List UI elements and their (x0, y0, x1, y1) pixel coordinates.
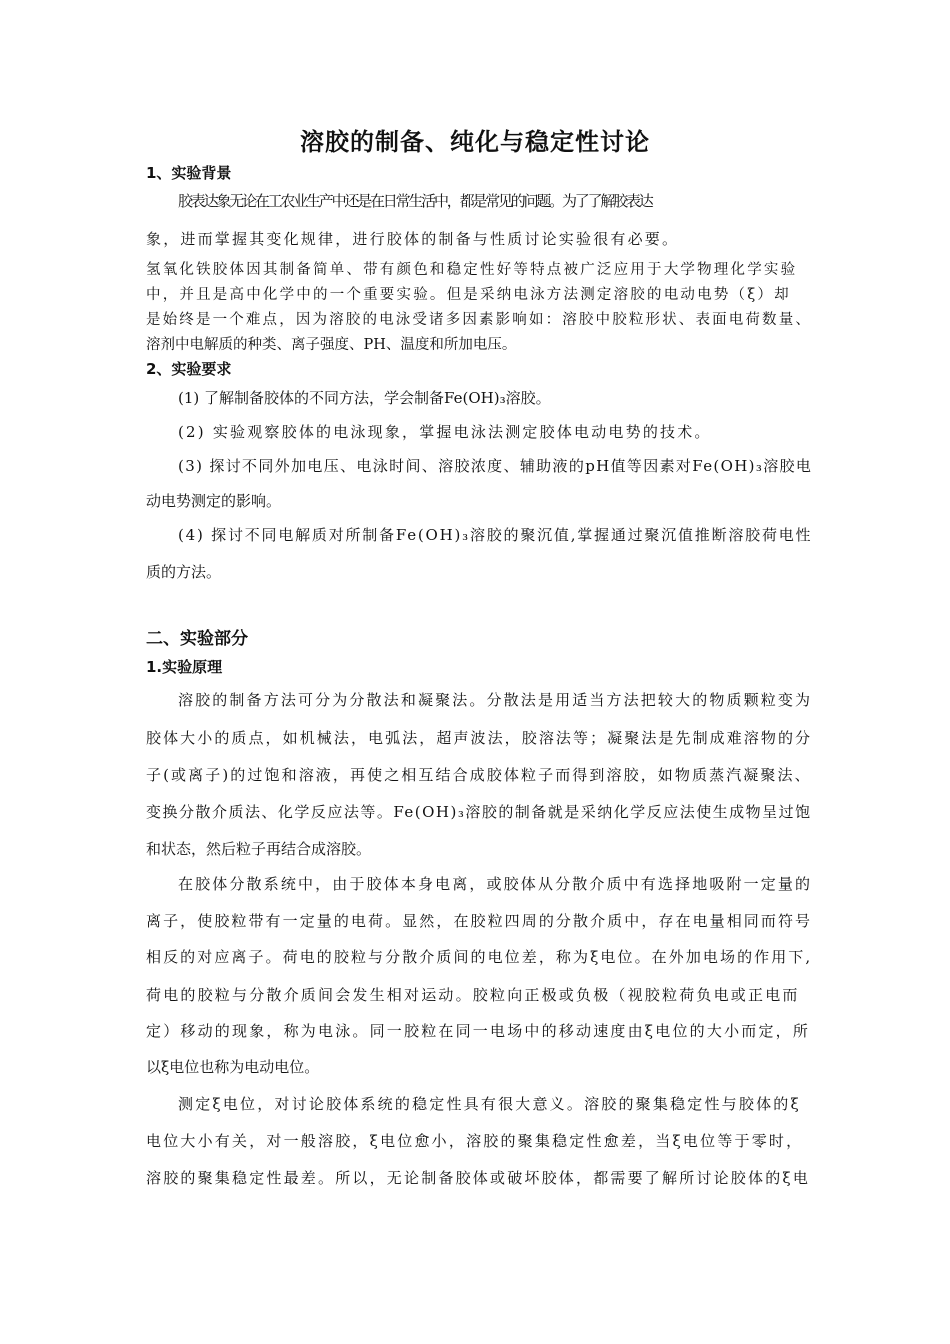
paragraph-line: 相反的对应离子。荷电的胶粒与分散介质间的电位差，称为ξ电位。在外加电场的作用下, (146, 948, 813, 966)
paragraph-line: 电位大小有关，对一般溶胶，ξ电位愈小，溶胶的聚集稳定性愈差，当ξ电位等于零时， (146, 1132, 804, 1150)
requirement-item: (3) 探讨不同外加电压、电泳时间、溶胶浓度、辅助液的pH值等因素对Fe(OH)₃溶胶电 (178, 457, 813, 475)
paragraph-line: 以ξ电位也称为电动电位。 (146, 1058, 320, 1076)
requirement-item-continued: 质的方法。 (146, 563, 222, 581)
part-heading-experiment: 二、实验部分 (146, 629, 248, 649)
requirement-item: (4) 探讨不同电解质对所制备Fe(OH)₃溶胶的聚沉值,掌握通过聚沉值推断溶胶荷电性 (178, 526, 813, 544)
paragraph-line: 定）移动的现象，称为电泳。同一胶粒在同一电场中的移动速度由ξ电位的大小而定，所 (146, 1022, 811, 1040)
paragraph-line: 溶胶的聚集稳定性最差。所以，无论制备胶体或破坏胶体，都需要了解所讨论胶体的ξ电 (146, 1169, 811, 1187)
section-heading-requirements: 2、实验要求 (146, 360, 232, 378)
page-title: 溶胶的制备、纯化与稳定性讨论 (300, 128, 650, 156)
requirement-item-continued: 动电势测定的影响。 (146, 492, 282, 510)
paragraph-line: 溶胶的制备方法可分为分散法和凝聚法。分散法是用适当方法把较大的物质颗粒变为 (178, 691, 813, 709)
paragraph-line: 变换分散介质法、化学反应法等。Fe(OH)₃溶胶的制备就是采纳化学反应法使生成物呈过饱 (146, 803, 812, 821)
paragraph-line: 氢氧化铁胶体因其制备简单、带有颜色和稳定性好等特点被广泛应用于大学物理化学实验 (146, 262, 798, 278)
paragraph-line: 中，并且是高中化学中的一个重要实验。但是采纳电泳方法测定溶胶的电动电势（ξ）却 (146, 287, 791, 303)
paragraph-line: 子(或离子)的过饱和溶液，再使之相互结合成胶体粒子而得到溶胶，如物质蒸汽凝聚法、 (146, 766, 812, 784)
paragraph-line: 胶表达象无论在工农业生产中还是在日常生活中，都是常见的问题。为了了解胶表达 (178, 192, 652, 210)
paragraph-line: 象，进而掌握其变化规律，进行胶体的制备与性质讨论实验很有必要。 (146, 230, 680, 248)
requirement-item: (2) 实验观察胶体的电泳现象，掌握电泳法测定胶体电动电势的技术。 (178, 423, 712, 441)
paragraph-line: 溶剂中电解质的种类、离子强度、PH、温度和所加电压。 (146, 337, 517, 353)
paragraph-line: 测定ξ电位，对讨论胶体系统的稳定性具有很大意义。溶胶的聚集稳定性与胶体的ξ (178, 1095, 801, 1113)
paragraph-line: 在胶体分散系统中，由于胶体本身电离，或胶体从分散介质中有选择地吸附一定量的 (178, 875, 813, 893)
section-heading-background: 1、实验背景 (146, 164, 232, 182)
paragraph-line: 胶体大小的质点，如机械法，电弧法，超声波法，胶溶法等；凝聚法是先制成难溶物的分 (146, 729, 813, 747)
paragraph-line: 是始终是一个难点，因为溶胶的电泳受诸多因素影响如：溶胶中胶粒形状、表面电荷数量、 (146, 312, 812, 328)
paragraph-line: 荷电的胶粒与分散介质间会发生相对运动。胶粒向正极或负极（视胶粒荷负电或正电而 (146, 986, 800, 1004)
requirement-item: (1) 了解制备胶体的不同方法，学会制备Fe(OH)₃溶胶。 (178, 389, 551, 407)
paragraph-line: 离子，使胶粒带有一定量的电荷。显然，在胶粒四周的分散介质中，存在电量相同而符号 (146, 912, 813, 930)
subsection-heading-principle: 1.实验原理 (146, 658, 223, 676)
paragraph-line: 和状态，然后粒子再结合成溶胶。 (146, 840, 372, 858)
